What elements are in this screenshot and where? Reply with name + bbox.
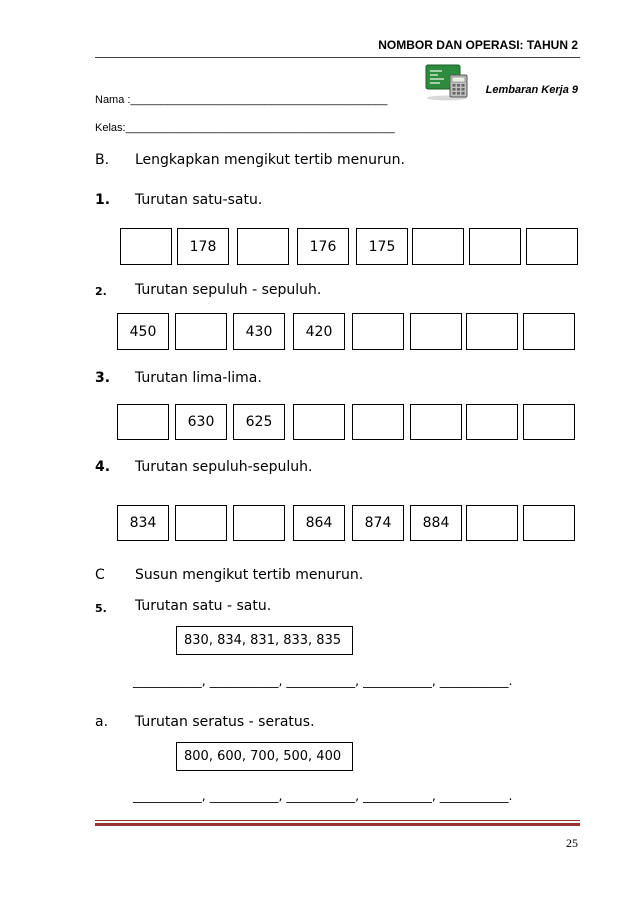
question-number: 3. [95, 370, 111, 386]
question-title: Turutan satu-satu. [135, 192, 263, 208]
footer-rule-thick [95, 823, 580, 826]
sequence-box [523, 505, 575, 541]
sequence-box: 450 [117, 313, 169, 350]
footer-rule-thin [95, 820, 580, 821]
sequence-box [352, 313, 404, 350]
page-header-title: NOMBOR DAN OPERASI: TAHUN 2 [378, 38, 578, 52]
name-label: Nama : [95, 94, 131, 106]
sequence-box: 176 [297, 228, 349, 265]
sequence-box [120, 228, 172, 265]
sequence-box [117, 404, 169, 440]
sequence-box: 178 [177, 228, 229, 265]
question-number: 4. [95, 459, 111, 475]
sequence-box: 625 [233, 404, 285, 440]
question-title: Turutan sepuluh-sepuluh. [135, 459, 313, 475]
sequence-box [237, 228, 289, 265]
sequence-box [466, 505, 518, 541]
number-set-box: 800, 600, 700, 500, 400 [176, 742, 353, 771]
page-number: 25 [566, 836, 578, 850]
sequence-box [469, 228, 521, 265]
class-field [95, 122, 395, 135]
sequence-box [410, 313, 462, 350]
sequence-box: 175 [356, 228, 408, 265]
sequence-box [523, 404, 575, 440]
section-c-letter: C [95, 567, 105, 583]
sequence-box [175, 505, 227, 541]
sequence-box: 430 [233, 313, 285, 350]
question-number: 5. [95, 602, 107, 615]
sequence-box: 874 [352, 505, 404, 541]
name-field [95, 94, 387, 107]
sequence-box: 834 [117, 505, 169, 541]
header-rule [95, 57, 580, 58]
sequence-box [526, 228, 578, 265]
sequence-box [410, 404, 462, 440]
question-number: 1. [95, 192, 111, 208]
sequence-box: 864 [293, 505, 345, 541]
sequence-box: 884 [410, 505, 462, 541]
question-number: 2. [95, 285, 107, 298]
chalkboard-calculator-icon [423, 63, 471, 101]
section-b-instruction: Lengkapkan mengikut tertib menurun. [135, 152, 405, 168]
question-title: Turutan satu - satu. [135, 598, 272, 614]
sequence-box [293, 404, 345, 440]
sequence-box [175, 313, 227, 350]
sequence-box [233, 505, 285, 541]
answer-blanks: ___________, ___________, ___________, ___________, ___________. [133, 788, 513, 803]
class-blank: ____________________________________________ [125, 122, 395, 134]
question-number: a. [95, 714, 109, 730]
class-label: Kelas: [95, 122, 126, 134]
question-title: Turutan seratus - seratus. [135, 714, 315, 730]
sequence-box [466, 313, 518, 350]
answer-blanks: ___________, ___________, ___________, ___________, ___________. [133, 673, 513, 688]
question-title: Turutan sepuluh - sepuluh. [135, 282, 322, 298]
sequence-box [523, 313, 575, 350]
sequence-box: 630 [175, 404, 227, 440]
sequence-box: 420 [293, 313, 345, 350]
sequence-box [466, 404, 518, 440]
section-c-instruction: Susun mengikut tertib menurun. [135, 567, 364, 583]
worksheet-label: Lembaran Kerja 9 [485, 84, 578, 96]
name-blank: __________________________________________ [130, 94, 388, 106]
question-title: Turutan lima-lima. [135, 370, 262, 386]
sequence-box [412, 228, 464, 265]
section-b-letter: B. [95, 152, 110, 168]
number-set-box: 830, 834, 831, 833, 835 [176, 626, 353, 655]
sequence-box [352, 404, 404, 440]
